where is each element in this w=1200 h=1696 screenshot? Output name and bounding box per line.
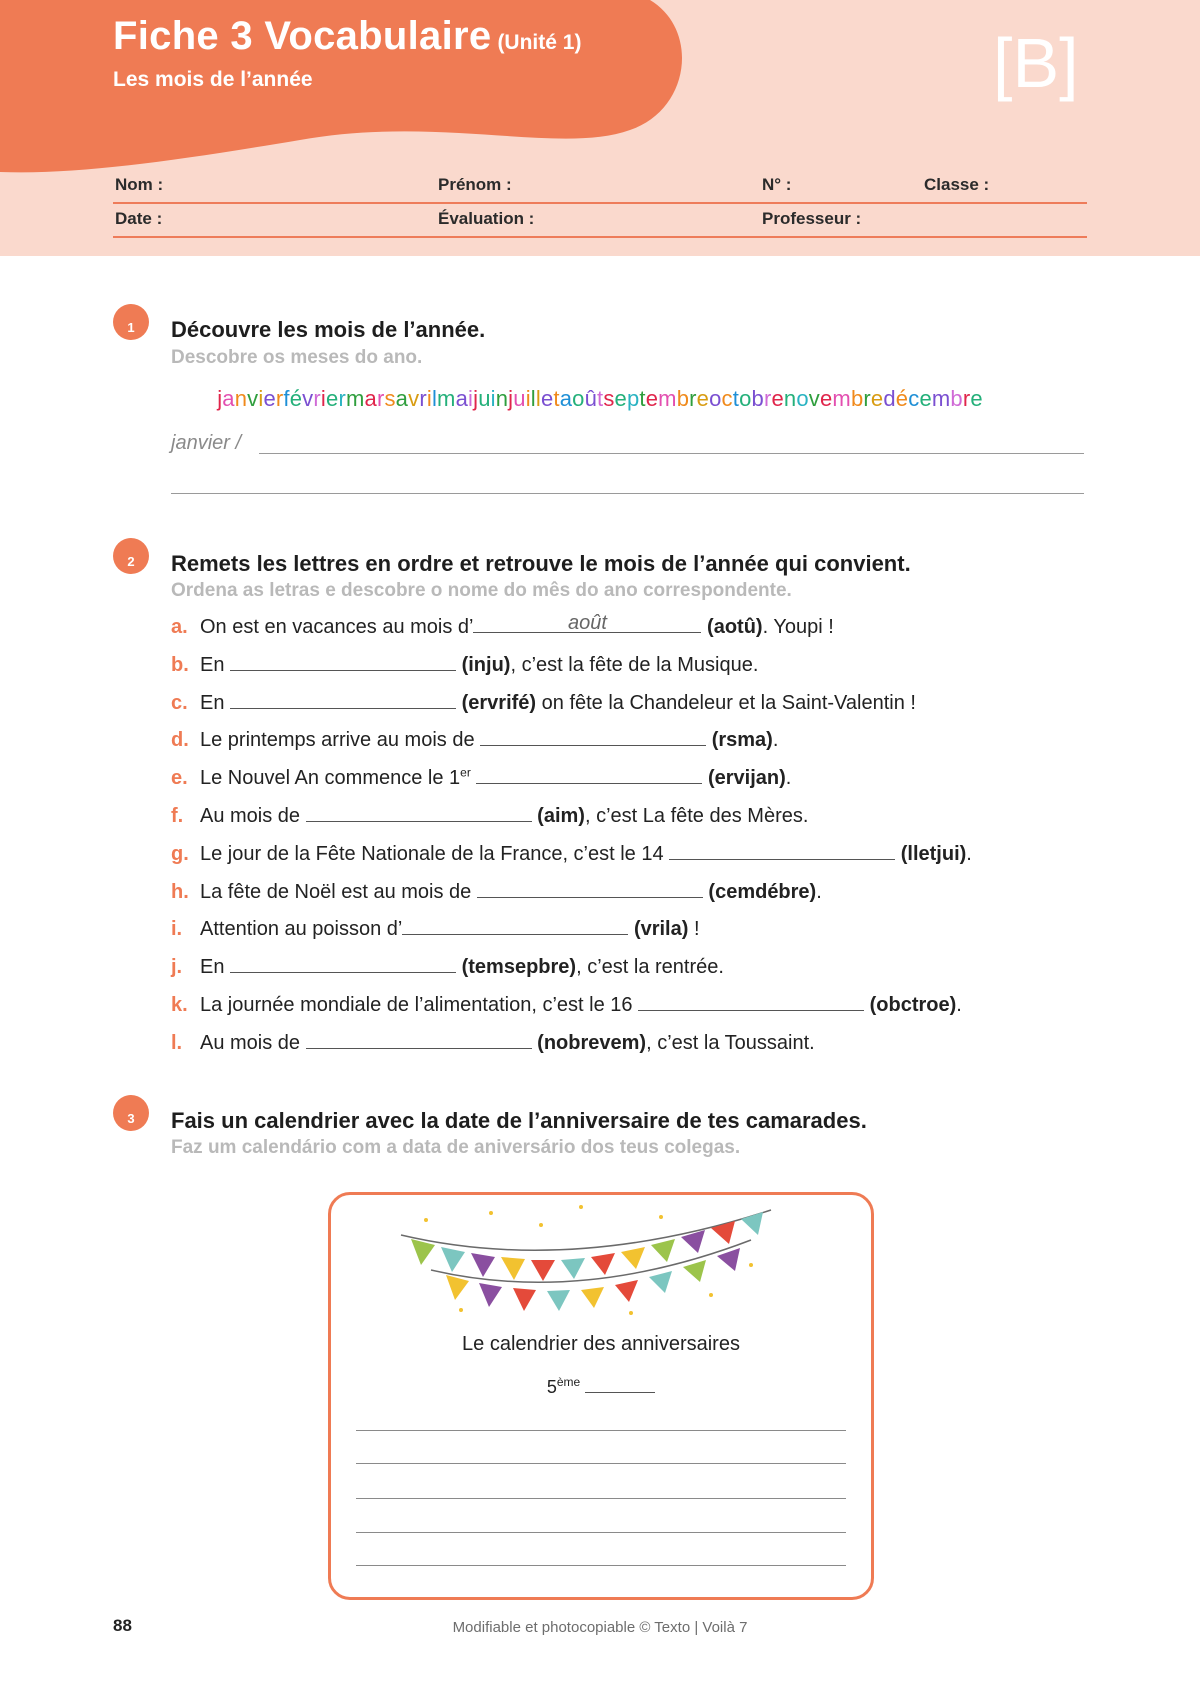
letter-char: û xyxy=(584,386,598,411)
exercise-2-item xyxy=(171,1030,815,1055)
answer-blank[interactable] xyxy=(230,954,456,973)
letter-char: i xyxy=(320,386,326,411)
letter-char: l xyxy=(530,386,536,411)
class-suffix: ème xyxy=(556,1375,581,1389)
answer-start: janvier / xyxy=(171,432,242,454)
letter-char: o xyxy=(709,386,722,411)
scrambled-hint: (rsma) xyxy=(711,729,773,752)
letter-char: e xyxy=(870,386,884,411)
exercise-1-subtitle: Descobre os meses do ano. xyxy=(171,347,423,368)
letter-char: v xyxy=(808,386,820,411)
bunting-decoration xyxy=(331,1195,871,1325)
item-letter: j. xyxy=(171,956,183,979)
exercise-1-number: 1 xyxy=(113,304,149,340)
letter-char: f xyxy=(283,386,290,411)
exercise-2-item xyxy=(171,690,916,715)
scrambled-hint: (cemdébre) xyxy=(708,880,817,903)
letter-char: é xyxy=(895,386,909,411)
class-blank[interactable] xyxy=(585,1378,655,1393)
letter-char: e xyxy=(696,386,710,411)
letter-char: r xyxy=(275,386,284,411)
letter-char: e xyxy=(614,386,627,411)
calendar-title: Le calendrier des anniversaires xyxy=(462,1333,740,1355)
answer-blank[interactable] xyxy=(306,803,532,822)
letter-char: t xyxy=(732,386,740,411)
letter-char: r xyxy=(338,386,346,411)
scrambled-hint: (inju) xyxy=(461,653,511,676)
letter-char: t xyxy=(639,386,646,411)
item-text-before: Le jour de la Fête Nationale de la France, c’est le 14 xyxy=(200,842,670,865)
scrambled-hint: (aim) xyxy=(537,805,585,827)
letter-char: b xyxy=(676,386,690,411)
letter-string xyxy=(0,386,1200,412)
letter-char: o xyxy=(739,386,752,411)
letter-char: s xyxy=(384,386,396,411)
answer-blank[interactable] xyxy=(669,841,895,860)
answer-blank[interactable] xyxy=(473,614,701,633)
label-professeur: Professeur : xyxy=(762,209,862,228)
answer-blank[interactable] xyxy=(476,765,702,784)
item-text-before: La journée mondiale de l’alimentation, c’est le 16 xyxy=(200,994,639,1016)
letter-char: b xyxy=(850,386,864,411)
letter-char: m xyxy=(832,386,851,411)
letter-char: n xyxy=(783,386,797,411)
label-prenom: Prénom : xyxy=(438,175,512,194)
letter-char: i xyxy=(426,386,432,411)
letter-char: c xyxy=(721,386,733,411)
exercise-2-item xyxy=(171,652,758,677)
letter-char: v xyxy=(302,386,314,411)
letter-char: e xyxy=(771,386,784,411)
calendar-class xyxy=(331,1375,871,1398)
answer-blank[interactable] xyxy=(477,879,703,898)
page-number: 88 xyxy=(113,1616,132,1635)
calendar-line-4[interactable] xyxy=(356,1532,846,1533)
exercise-2-item xyxy=(171,765,791,790)
letter-char: u xyxy=(513,386,526,411)
scrambled-hint: (obctroe) xyxy=(869,994,957,1016)
letter-char: p xyxy=(626,386,640,411)
exercise-1-title: Découvre les mois de l’année. xyxy=(171,317,486,342)
label-evaluation: Évaluation : xyxy=(438,209,535,228)
form-row-1 xyxy=(113,170,1087,204)
item-superscript: er xyxy=(460,765,471,780)
letter-char: u xyxy=(478,386,491,411)
letter-char: j xyxy=(473,386,479,411)
item-text-after: ! xyxy=(688,918,700,941)
write-line-2[interactable] xyxy=(171,493,1084,494)
exercise-3-subtitle: Faz um calendário com a data de aniversário dos teus colegas. xyxy=(171,1137,741,1158)
item-text-before: Attention au poisson d’ xyxy=(200,918,403,941)
copyright-note: Modifiable et photocopiable © Texto | Voilà 7 xyxy=(452,1619,748,1636)
letter-char: o xyxy=(572,386,585,411)
letter-char: é xyxy=(289,386,303,411)
answer-blank[interactable] xyxy=(480,727,706,746)
item-text-before: Au mois de xyxy=(200,805,306,827)
item-text-before: Le printemps arrive au mois de xyxy=(200,729,481,752)
item-text-before: La fête de Noël est au mois de xyxy=(200,880,477,903)
title-main: Fiche 3 Vocabulaire xyxy=(113,14,492,58)
item-text-after: . xyxy=(785,767,792,790)
answer-blank[interactable] xyxy=(638,992,864,1011)
item-text-after: , c’est La fête des Mères. xyxy=(584,805,809,827)
letter-char: e xyxy=(919,386,932,411)
answer-blank[interactable] xyxy=(230,652,456,671)
letter-char: i xyxy=(258,386,264,411)
item-letter: i. xyxy=(171,918,183,941)
item-letter: c. xyxy=(171,691,188,714)
scrambled-hint: (temsepbre) xyxy=(461,956,577,979)
item-text-before: Au mois de xyxy=(200,1031,306,1054)
item-text-after: . Youpi ! xyxy=(762,616,834,638)
item-letter: k. xyxy=(171,994,188,1016)
exercise-3-number: 3 xyxy=(113,1095,149,1131)
exercise-2-item xyxy=(171,879,822,904)
page-subtitle: Les mois de l’année xyxy=(113,68,313,91)
scrambled-hint: (nobrevem) xyxy=(537,1031,647,1054)
calendar-line-1[interactable] xyxy=(356,1430,846,1431)
letter-char: m xyxy=(345,386,365,411)
letter-char: l xyxy=(431,386,438,411)
answer-blank[interactable] xyxy=(306,1030,532,1049)
item-letter: g. xyxy=(171,842,189,865)
letter-char: m xyxy=(931,386,951,411)
answer-blank[interactable] xyxy=(230,690,456,709)
item-letter: a. xyxy=(171,616,188,638)
item-text-after: , c’est la rentrée. xyxy=(576,956,724,979)
letter-char: e xyxy=(540,386,554,411)
label-nom: Nom : xyxy=(115,175,164,194)
letter-char: r xyxy=(962,386,971,411)
item-text-after: on fête la Chandeleur et la Saint-Valentin ! xyxy=(536,691,916,714)
letter-char: i xyxy=(468,386,474,411)
letter-char: r xyxy=(763,386,772,411)
item-text-after: , c’est la Toussaint. xyxy=(646,1031,815,1054)
birthday-calendar xyxy=(328,1192,874,1600)
item-text-after: . xyxy=(816,880,822,903)
item-text-after: . xyxy=(966,842,972,865)
letter-char: r xyxy=(376,386,385,411)
scrambled-hint: (aotû) xyxy=(707,616,763,638)
letter-char: a xyxy=(395,386,409,411)
letter-char: m xyxy=(437,386,456,411)
letter-char: a xyxy=(222,386,235,411)
letter-char: a xyxy=(455,386,468,411)
letter-char: r xyxy=(313,386,321,411)
exercise-2-number: 2 xyxy=(113,538,149,574)
letter-char: j xyxy=(508,386,514,411)
item-text-before: Le Nouvel An commence le 1 xyxy=(200,767,461,790)
letter-char: e xyxy=(970,386,983,411)
letter-char: e xyxy=(819,386,833,411)
letter-char: n xyxy=(234,386,248,411)
letter-char: i xyxy=(525,386,531,411)
letter-char: s xyxy=(603,386,615,411)
write-line-1[interactable] xyxy=(259,453,1084,454)
level-badge: [B] xyxy=(993,24,1079,102)
letter-char: i xyxy=(490,386,496,411)
letter-char: o xyxy=(796,386,809,411)
item-letter: h. xyxy=(171,880,189,903)
calendar-line-2[interactable] xyxy=(356,1463,846,1464)
exercise-2-item xyxy=(171,954,724,979)
example-answer: août xyxy=(568,612,607,634)
class-number: 5 xyxy=(546,1377,557,1397)
calendar-line-3[interactable] xyxy=(356,1498,846,1499)
letter-char: a xyxy=(559,386,573,411)
letter-char: v xyxy=(247,386,259,411)
form-row-2 xyxy=(113,204,1087,238)
exercise-2-item xyxy=(171,916,700,941)
letter-char: r xyxy=(419,386,427,411)
letter-char: l xyxy=(535,386,541,411)
answer-blank[interactable] xyxy=(402,916,628,935)
exercise-2-item xyxy=(171,841,972,866)
label-numero: N° : xyxy=(762,175,792,194)
scrambled-hint: (lletjui) xyxy=(900,842,967,865)
letter-char: r xyxy=(863,386,871,411)
exercise-2-item xyxy=(171,727,778,752)
item-text-after: , c’est la fête de la Musique. xyxy=(510,653,759,676)
exercise-2-item xyxy=(171,803,808,828)
letter-char: e xyxy=(263,386,276,411)
item-text-before: En xyxy=(200,956,231,979)
letter-char: t xyxy=(553,386,560,411)
letter-char: e xyxy=(326,386,339,411)
item-letter: e. xyxy=(171,767,188,790)
exercise-2-subtitle: Ordena as letras e descobre o nome do mês do ano correspondente. xyxy=(171,580,792,601)
title-unit: (Unité 1) xyxy=(497,31,582,54)
letter-char: b xyxy=(950,386,963,411)
item-text-before: En xyxy=(200,653,231,676)
item-text-before: En xyxy=(200,691,231,714)
letter-char: b xyxy=(751,386,764,411)
exercise-2-title: Remets les lettres en ordre et retrouve le mois de l’année qui convient. xyxy=(171,551,911,576)
scrambled-hint: (ervijan) xyxy=(707,767,786,790)
calendar-line-5[interactable] xyxy=(356,1565,846,1566)
scrambled-hint: (ervrifé) xyxy=(461,691,537,714)
scrambled-hint: (vrila) xyxy=(633,918,689,941)
page-title xyxy=(113,14,581,59)
letter-char: t xyxy=(597,386,604,411)
item-text-after: . xyxy=(956,994,962,1016)
letter-char: m xyxy=(658,386,677,411)
exercise-2-item xyxy=(171,614,834,639)
item-letter: f. xyxy=(171,805,184,827)
item-text-before: On est en vacances au mois d’ xyxy=(200,616,474,638)
item-text-after: . xyxy=(772,729,779,752)
letter-char: v xyxy=(408,386,420,411)
letter-char: a xyxy=(364,386,377,411)
exercise-2-item xyxy=(171,992,962,1017)
label-date: Date : xyxy=(115,209,163,228)
item-letter: b. xyxy=(171,653,189,676)
exercise-3-title: Fais un calendrier avec la date de l’anniversaire de tes camarades. xyxy=(171,1108,867,1133)
letter-char: d xyxy=(883,386,896,411)
label-classe: Classe : xyxy=(924,175,990,194)
letter-char: r xyxy=(689,386,697,411)
letter-char: c xyxy=(908,386,920,411)
letter-char: e xyxy=(645,386,659,411)
letter-char: j xyxy=(217,386,223,411)
letter-char: n xyxy=(495,386,509,411)
item-letter: l. xyxy=(171,1031,183,1054)
item-letter: d. xyxy=(171,729,189,752)
